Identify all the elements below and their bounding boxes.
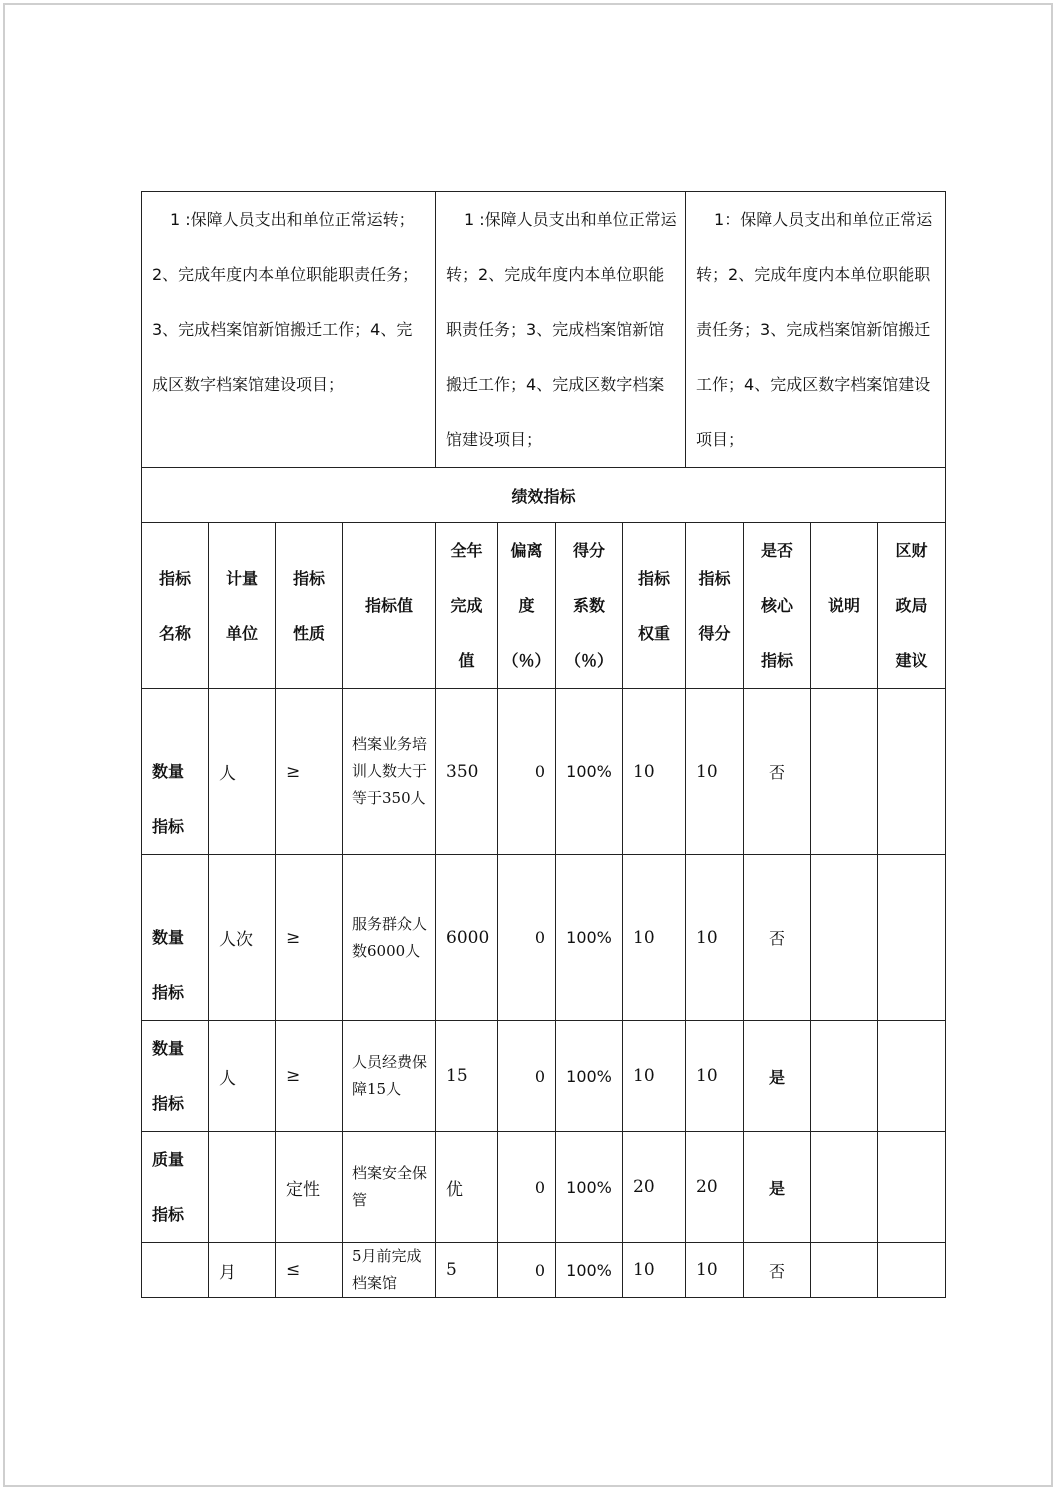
table-row <box>142 1243 946 1298</box>
row-score-coef: 100% <box>556 1132 623 1243</box>
goal-text-3: 1：保障人员支出和单位正常运转；2、完成年度内本单位职能职责任务；3、完成档案馆新馆搬迁工作；4、完成区数字档案馆建设项目； <box>686 192 946 468</box>
row-score-coef: 100% <box>556 689 623 855</box>
header-advice: 区财 政局 建议 <box>878 523 946 689</box>
row-deviation: 0 <box>498 1132 556 1243</box>
row-score: 10 <box>686 1243 744 1298</box>
goals-row <box>142 192 946 468</box>
row-deviation: 0 <box>498 1021 556 1132</box>
row-indicator-value: 档案安全保管 <box>343 1132 436 1243</box>
row-advice <box>878 1021 946 1132</box>
goal-text-2: 1 :保障人员支出和单位正常运转；2、完成年度内本单位职能职责任务；3、完成档案馆新馆搬迁工作；4、完成区数字档案馆建设项目； <box>436 192 686 468</box>
header-annual-value: 全年 完成 值 <box>436 523 498 689</box>
row-annual-value: 5 <box>436 1243 498 1298</box>
table-row <box>142 1132 946 1243</box>
row-nature: 定性 <box>276 1132 343 1243</box>
row-category: 质量 指标 <box>142 1132 209 1243</box>
row-unit: 人 <box>209 689 276 855</box>
goal-text-1: 1 :保障人员支出和单位正常运转；2、完成年度内本单位职能职责任务；3、完成档案馆新馆搬迁工作；4、完成区数字档案馆建设项目； <box>142 192 436 468</box>
header-score-coef: 得分 系数 （％） <box>556 523 623 689</box>
header-indicator-value: 指标值 <box>343 523 436 689</box>
row-weight: 20 <box>623 1132 686 1243</box>
row-core: 否 <box>744 689 811 855</box>
row-unit: 人次 <box>209 855 276 1021</box>
header-indicator-name: 指标 名称 <box>142 523 209 689</box>
table-row <box>142 689 946 855</box>
row-score: 10 <box>686 1021 744 1132</box>
row-score: 10 <box>686 689 744 855</box>
header-core: 是否 核心 指标 <box>744 523 811 689</box>
row-core: 否 <box>744 1243 811 1298</box>
row-annual-value: 6000 <box>436 855 498 1021</box>
row-category: 数量 指标 <box>142 1021 209 1132</box>
row-note <box>811 689 878 855</box>
row-advice <box>878 689 946 855</box>
performance-table <box>141 191 946 1298</box>
row-core: 否 <box>744 855 811 1021</box>
row-score-coef: 100% <box>556 1021 623 1132</box>
row-note <box>811 1021 878 1132</box>
row-indicator-value: 档案业务培训人数大于等于350人 <box>343 689 436 855</box>
row-nature: ≤ <box>276 1243 343 1298</box>
row-deviation: 0 <box>498 855 556 1021</box>
row-score-coef: 100% <box>556 1243 623 1298</box>
row-annual-value: 350 <box>436 689 498 855</box>
row-indicator-value: 人员经费保障15人 <box>343 1021 436 1132</box>
row-score: 10 <box>686 855 744 1021</box>
header-score: 指标 得分 <box>686 523 744 689</box>
row-nature: ≥ <box>276 855 343 1021</box>
row-indicator-value: 5月前完成档案馆 <box>343 1243 436 1298</box>
row-deviation: 0 <box>498 689 556 855</box>
table-row <box>142 855 946 1021</box>
row-annual-value: 15 <box>436 1021 498 1132</box>
section-title-row <box>142 468 946 523</box>
row-indicator-value: 服务群众人数6000人 <box>343 855 436 1021</box>
row-unit <box>209 1132 276 1243</box>
row-core: 是 <box>744 1021 811 1132</box>
header-unit: 计量 单位 <box>209 523 276 689</box>
row-advice <box>878 1243 946 1298</box>
row-category: 数量 指标 <box>142 855 209 1021</box>
row-nature: ≥ <box>276 1021 343 1132</box>
row-note <box>811 855 878 1021</box>
row-weight: 10 <box>623 1021 686 1132</box>
row-weight: 10 <box>623 689 686 855</box>
row-annual-value: 优 <box>436 1132 498 1243</box>
row-weight: 10 <box>623 855 686 1021</box>
header-deviation: 偏离 度 （％） <box>498 523 556 689</box>
header-row <box>142 523 946 689</box>
row-category <box>142 1243 209 1298</box>
row-deviation: 0 <box>498 1243 556 1298</box>
table-row <box>142 1021 946 1132</box>
row-weight: 10 <box>623 1243 686 1298</box>
row-core: 是 <box>744 1132 811 1243</box>
header-nature: 指标 性质 <box>276 523 343 689</box>
row-category: 数量 指标 <box>142 689 209 855</box>
row-score: 20 <box>686 1132 744 1243</box>
row-advice <box>878 1132 946 1243</box>
row-score-coef: 100% <box>556 855 623 1021</box>
row-note <box>811 1243 878 1298</box>
header-note: 说明 <box>811 523 878 689</box>
row-unit: 月 <box>209 1243 276 1298</box>
row-nature: ≥ <box>276 689 343 855</box>
row-advice <box>878 855 946 1021</box>
header-weight: 指标 权重 <box>623 523 686 689</box>
row-note <box>811 1132 878 1243</box>
row-unit: 人 <box>209 1021 276 1132</box>
section-title: 绩效指标 <box>142 468 946 523</box>
